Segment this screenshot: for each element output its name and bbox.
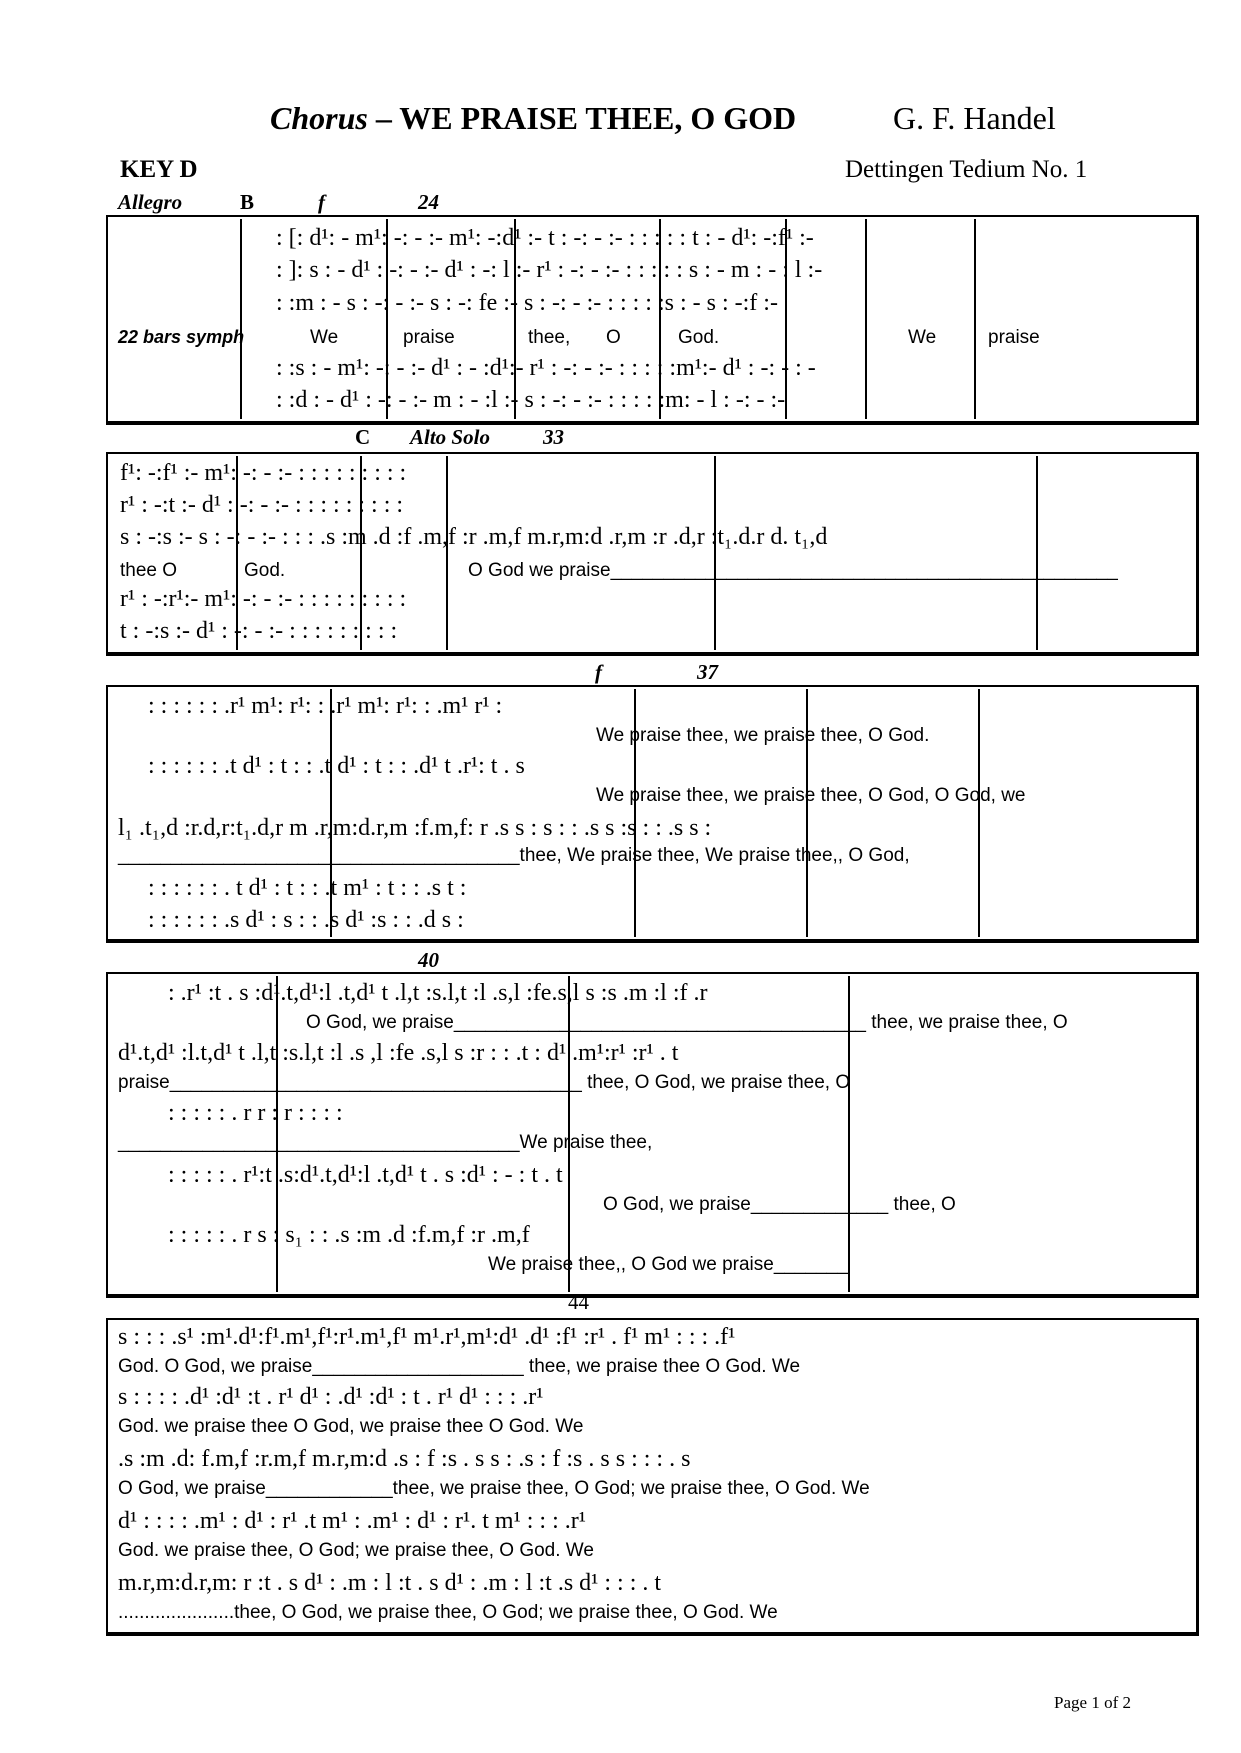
bar-line: [714, 456, 716, 650]
system-frame: [106, 685, 1199, 943]
page-number: Page 1 of 2: [1054, 1693, 1131, 1712]
rehearsal-letter-c: C: [355, 425, 371, 449]
part-tenor: s : -:s :- s : -: - :- : : : .s :m .d :f .m,f :r .m,f m.r,m:d .r,m :r .d,r :t₁.d.r d. t₁,d: [120, 524, 828, 550]
lyric: O God, we praise____________thee, we praise thee, O God; we praise thee, O God. We: [118, 1478, 870, 1499]
lyric: praise: [988, 327, 1040, 348]
bar-line: [446, 456, 448, 650]
part-alto: : ]: s : - d¹ : -: - :- d¹ : -: l :- r¹ : -: - :- : : : : : s : - m : - : l :-: [276, 257, 823, 283]
part-bass-upper: d¹ : : : : .m¹ : d¹ : r¹ .t m¹ : .m¹ : d¹ : r¹. t m¹ : : : .r¹: [118, 1508, 586, 1534]
part-tenor: : :m : - s : -: - :- s : -: fe :- s : -: - :- : : : : :s : - s : -:f :-: [276, 290, 778, 316]
part-alto: s : : : : .d¹ :d¹ :t . r¹ d¹ : .d¹ :d¹ : t . r¹ d¹ : : : .r¹: [118, 1384, 544, 1410]
part-alto: r¹ : -:t :- d¹ : -: - :- : : : : : : : : :: [120, 492, 404, 518]
bar-line: [240, 219, 242, 419]
part-soprano: : [: d¹: - m¹: -: - :- m¹: -:d¹ :- t : -: - :- : : : : : t : - d¹: -:f¹ :-: [276, 225, 814, 251]
lyric: We praise thee,, O God we praise_______: [488, 1254, 848, 1275]
part-tenor: .s :m .d: f.m,f :r.m,f m.r,m:d .s : f :s . s s : .s : f :s . s s : : : . s: [118, 1446, 691, 1472]
lyric: thee,: [528, 327, 571, 348]
bar-line: [1036, 456, 1038, 650]
part-bass: t : -:s :- d¹ : -: - :- : : : : : : : : :: [120, 618, 398, 644]
solo-mark: Alto Solo: [410, 425, 490, 449]
lyric: We: [310, 327, 339, 348]
bar-line: [865, 219, 867, 419]
lyric: thee O: [120, 560, 178, 581]
part-bass-upper: : : : : : : . t d¹ : t : : .t m¹ : t : : .s t :: [148, 875, 467, 901]
part-tenor: l₁ .t₁,d :r.d,r:t₁.d,r m .r,m:d.r,m :f.m,f: r .s s : s : : .s s :s : : .s s :: [118, 815, 712, 841]
lyric: God. O God, we praise____________________ thee, we praise thee O God. We: [118, 1356, 801, 1377]
rehearsal-letter-b: B: [240, 190, 255, 214]
part-bass: m.r,m:d.r,m: r :t . s d¹ : .m : l :t . s d¹ : .m : l :t .s d¹ : : : . t: [118, 1570, 662, 1596]
symphony-note: 22 bars symph: [118, 327, 245, 347]
lyric: O God we praise________________________________________________: [468, 560, 1118, 581]
part-bass: : : : : : . r s : s₁ : : .s :m .d :f.m,f :r .m,f: [168, 1222, 530, 1248]
part-bass-upper: : : : : : . r¹:t .s:d¹.t,d¹:l .t,d¹ t . s :d¹ : - : t . t: [168, 1162, 563, 1188]
system-3: [88, 685, 1178, 945]
lyric: We praise thee, we praise thee, O God.: [596, 725, 930, 746]
lyric: praise_______________________________________ thee, O God, we praise thee, O: [118, 1072, 851, 1093]
bar-line: [978, 689, 980, 937]
part-soprano: : : : : : : .r¹ m¹: r¹: : .r¹ m¹: r¹: : .m¹ r¹ :: [148, 693, 503, 719]
work-subtitle: Dettingen Tedium No. 1: [845, 156, 1088, 183]
lyric: O: [606, 327, 621, 348]
tempo-mark: Allegro: [118, 190, 183, 214]
lyric: ______________________________________thee, We praise thee, We praise thee,, O God,: [118, 845, 910, 866]
lyric: We praise thee, we praise thee, O God, O God, we: [596, 785, 1026, 806]
lyric: O God, we praise_____________ thee, O: [603, 1194, 956, 1215]
bar-number: 37: [697, 660, 718, 684]
bar-number: 44: [568, 1290, 589, 1314]
lyric: God.: [678, 327, 720, 348]
dynamic-mark: f: [318, 190, 325, 214]
bar-number: 24: [418, 190, 439, 214]
part-soprano: s : : : .s¹ :m¹.d¹:f¹.m¹,f¹:r¹.m¹,f¹ m¹.r¹,m¹:d¹ .d¹ :f¹ :r¹ . f¹ m¹ : : : .f¹: [118, 1324, 736, 1350]
lyric: ______________________________________We praise thee,: [118, 1132, 653, 1153]
lyric: God. we praise thee, O God; we praise thee, O God. We: [118, 1540, 594, 1561]
lyric: ......................thee, O God, we praise thee, O God; we praise thee, O God. We: [118, 1602, 778, 1623]
bar-line: [974, 219, 976, 419]
system-4: [88, 972, 1178, 1300]
key-signature: KEY D: [120, 156, 198, 183]
lyric: praise: [403, 327, 455, 348]
system-2: [88, 452, 1178, 657]
system-1: [88, 215, 1178, 425]
part-alto: : : : : : : .t d¹ : t : : .t d¹ : t : : .d¹ t .r¹: t . s: [148, 753, 525, 779]
part-soprano: f¹: -:f¹ :- m¹: -: - :- : : : : : : : : :: [120, 460, 407, 486]
part-bass-upper: : :s : - m¹: -: - :- d¹ : - :d¹:- r¹ : -: - :- : : : : :m¹:- d¹ : -: - : -: [276, 355, 816, 381]
lyric: God. we praise thee O God, we praise thee O God. We: [118, 1416, 584, 1437]
composer: G. F. Handel: [893, 100, 1056, 136]
dynamic-mark: f: [595, 660, 602, 684]
system-5: [88, 1318, 1178, 1638]
part-bass: : :d : - d¹ : -: - :- m : - :l :- s : -: - :- : : : : :m: - l : -: - :-: [276, 387, 786, 413]
lyric: O God, we praise_______________________________________ thee, we praise thee, O: [306, 1012, 1068, 1033]
part-bass-upper: r¹ : -:r¹:- m¹: -: - :- : : : : : : : : :: [120, 586, 407, 612]
part-soprano: : .r¹ :t . s :d¹.t,d¹:l .t,d¹ t .l,t :s.l,t :l .s,l :fe.s,l s :s .m :l :f .r: [168, 980, 708, 1006]
lyric: We: [908, 327, 937, 348]
part-tenor: : : : : : . r r : r : : : :: [168, 1100, 343, 1126]
part-bass: : : : : : : .s d¹ : s : : .s d¹ :s : : .d s :: [148, 907, 464, 933]
part-alto: d¹.t,d¹ :l.t,d¹ t .l,t :s.l,t :l .s ,l :fe .s,l s :r : : .t : d¹ .m¹:r¹ :r¹ . t: [118, 1040, 679, 1066]
piece-title: Chorus – WE PRAISE THEE, O GOD: [270, 100, 797, 136]
bar-number: 33: [543, 425, 564, 449]
lyric: God.: [244, 560, 286, 581]
bar-number: 40: [418, 948, 439, 972]
